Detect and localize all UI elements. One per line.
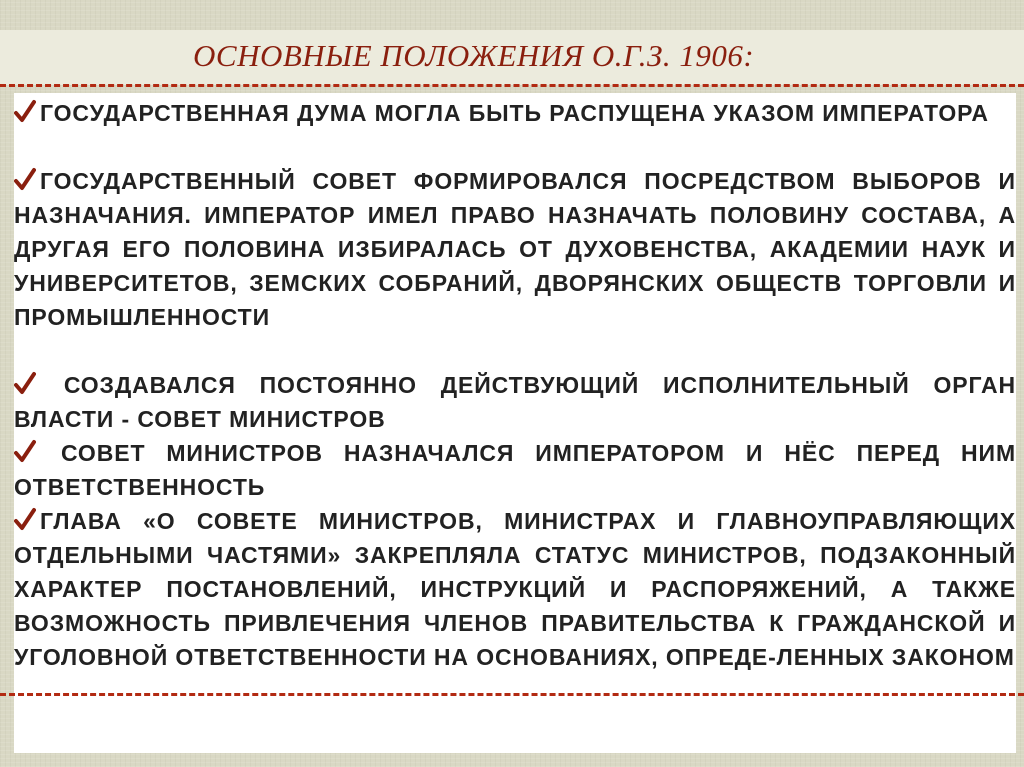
list-item <box>14 96 1016 130</box>
list-item-text: СОЗДАВАЛСЯ ПОСТОЯННО ДЕЙСТВУЮЩИЙ ИСПОЛНИТЕЛЬНЫЙ ОРГАН ВЛАСТИ - СОВЕТ МИНИСТРОВ <box>14 372 1016 432</box>
title-divider <box>0 84 1024 87</box>
slide-title: ОСНОВНЫЕ ПОЛОЖЕНИЯ О.Г.З. 1906: <box>193 38 755 73</box>
list-item-text: СОВЕТ МИНИСТРОВ НАЗНАЧАЛСЯ ИМПЕРАТОРОМ И НЁС ПЕРЕД НИМ ОТВЕТСТВЕННОСТЬ <box>14 440 1016 500</box>
list-item-text: ГЛАВА «О СОВЕТЕ МИНИСТРОВ, МИНИСТРАХ И ГЛАВНОУПРАВЛЯЮЩИХ ОТДЕЛЬНЫМИ ЧАСТЯМИ» ЗАКРЕПЛЯЛА СТАТУС МИНИСТРОВ, ПОДЗАКОННЫЙ ХАРАКТЕР ПОСТАНОВЛЕНИЙ, ИНСТРУКЦИЙ И РАСПОРЯЖЕНИЙ, А ТАКЖЕ ВОЗМОЖНОСТЬ ПРИВЛЕЧЕНИЯ ЧЛЕНОВ ПРАВИТЕЛЬСТВА К ГРАЖДАНСКОЙ И УГОЛОВНОЙ ОТВЕТСТВЕННОСТИ НА ОСНОВАНИЯХ, ОПРЕДЕ-ЛЕННЫХ ЗАКОНОМ <box>14 508 1016 670</box>
list-item <box>14 436 1016 504</box>
bottom-divider <box>0 693 1024 696</box>
check-mark-icon <box>14 439 36 465</box>
check-mark-icon <box>14 167 36 193</box>
list-item <box>14 504 1016 674</box>
content-panel <box>14 93 1016 753</box>
check-mark-icon <box>14 371 36 397</box>
list-item <box>14 368 1016 436</box>
list-item-text: ГОСУДАРСТВЕННЫЙ СОВЕТ ФОРМИРОВАЛСЯ ПОСРЕДСТВОМ ВЫБОРОВ И НАЗНАЧАНИЯ. ИМПЕРАТОР ИМЕЛ ПРАВО НАЗНАЧАТЬ ПОЛОВИНУ СОСТАВА, А ДРУГАЯ ЕГО ПОЛОВИНА ИЗБИРАЛАСЬ ОТ ДУХОВЕНСТВА, АКАДЕМИИ НАУК И УНИВЕРСИТЕТОВ, ЗЕМСКИХ СОБРАНИЙ, ДВОРЯНСКИХ ОБЩЕСТВ ТОРГОВЛИ И ПРОМЫШЛЕННОСТИ <box>14 168 1016 330</box>
check-mark-icon <box>14 99 36 125</box>
check-mark-icon <box>14 507 36 533</box>
list-item-text: ГОСУДАРСТВЕННАЯ ДУМА МОГЛА БЫТЬ РАСПУЩЕНА УКАЗОМ ИМПЕРАТОРА <box>40 100 989 126</box>
list-item <box>14 164 1016 334</box>
